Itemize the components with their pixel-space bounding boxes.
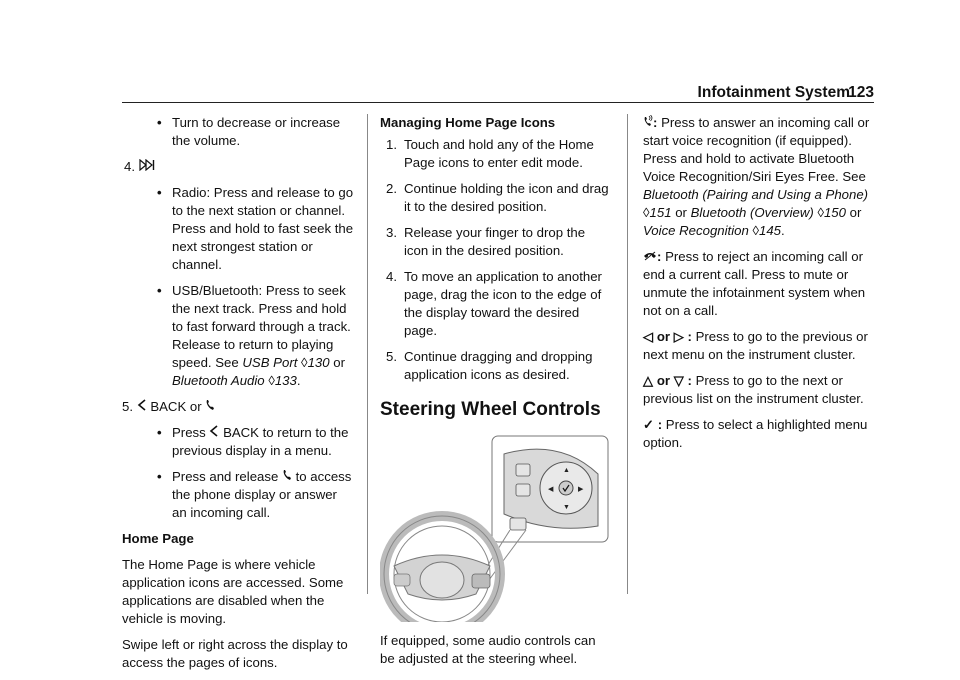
column-1: [122, 114, 354, 680]
left-right-text: Press to go to the previous or next menu on the instrument cluster.: [643, 329, 868, 362]
right-arrow-icon: ▷: [673, 329, 684, 344]
voice-phone-icon: [643, 114, 653, 132]
bullet: •: [157, 469, 162, 484]
list-item: [122, 468, 354, 522]
svg-text:◀: ◀: [548, 486, 554, 493]
page-ref: 133: [274, 373, 297, 388]
step-number: 1.: [386, 137, 397, 152]
page-ref: 150: [823, 205, 846, 220]
page-ref: 130: [307, 355, 330, 370]
or-text: or: [656, 329, 671, 344]
svg-text:▼: ▼: [563, 504, 570, 511]
or-text: or: [675, 205, 687, 220]
manage-icons-heading: Managing Home Page Icons: [380, 115, 556, 130]
next-track-icon: [139, 158, 155, 176]
up-down-text: Press to go to the next or previous list on the instrument cluster.: [643, 373, 864, 406]
radio-text: Radio: Press and release to go to the next station or channel. Press and hold to fast seek the next strongest station or channel.: [172, 185, 354, 272]
step-text: Continue holding the icon and drag it to the desired position.: [404, 181, 609, 214]
press-release-a: Press and release: [172, 469, 279, 484]
back-label: BACK or: [150, 399, 202, 414]
column-divider: [627, 114, 628, 594]
bullet: •: [157, 185, 162, 200]
checkmark-icon: ✓: [643, 417, 655, 432]
figure-caption: If equipped, some audio controls can be adjusted at the steering wheel.: [380, 633, 596, 666]
list-item: [380, 268, 612, 340]
press-back-a: Press: [172, 425, 206, 440]
or-text: or: [333, 355, 345, 370]
bluetooth-pairing-link[interactable]: Bluetooth (Pairing and Using a Phone): [643, 187, 869, 202]
press-release-b: to access the phone display or answer an incoming call.: [172, 469, 352, 520]
list-item: • USB/Bluetooth: Press to seek the next track. Press and hold to fast forward through a track. Release to return to playing speed. See USB Port ◊130 or Bluetooth Audio ◊133.: [157, 283, 351, 388]
arrow-icon: ◊: [817, 205, 824, 220]
bullet: •: [157, 425, 162, 440]
step-text: Continue dragging and dropping application icons as desired.: [404, 349, 593, 382]
select-text: Press to select a highlighted menu option.: [643, 417, 868, 450]
list-item: [380, 224, 612, 260]
home-paragraph-2: Swipe left or right across the display to access the pages of icons.: [122, 637, 348, 670]
back-chevron-icon: [209, 424, 219, 442]
step-number: 2.: [386, 181, 397, 196]
arrow-icon: ◊: [643, 205, 650, 220]
bullet: •: [157, 283, 162, 298]
up-arrow-icon: △: [643, 373, 654, 388]
colon: :: [657, 249, 662, 264]
list-item: [122, 424, 354, 460]
svg-text:▲: ▲: [563, 467, 570, 474]
section-title: Steering Wheel Controls: [380, 399, 601, 420]
phone-icon: [282, 468, 292, 486]
reject-text: Press to reject an incoming call or end a current call. Press to mute or unmute the infotainment system when not on a call.: [643, 249, 866, 318]
page-ref: 151: [649, 205, 672, 220]
item-4-number: 4.: [124, 159, 135, 174]
svg-text:▶: ▶: [578, 486, 584, 493]
end-call-icon: [643, 248, 657, 266]
arrow-icon: ◊: [752, 223, 760, 238]
arrow-icon: ◊: [301, 355, 308, 370]
column-divider: [367, 114, 368, 594]
down-arrow-icon: ▽: [673, 373, 684, 388]
reject-paragraph: [643, 248, 873, 320]
back-chevron-icon: [137, 398, 147, 416]
bluetooth-audio-link[interactable]: Bluetooth Audio: [172, 373, 265, 388]
up-down-paragraph: [643, 372, 873, 408]
select-paragraph: [643, 416, 873, 452]
header-rule: [122, 102, 874, 103]
steering-wheel-illustration: [380, 434, 612, 622]
left-right-paragraph: [643, 328, 873, 364]
press-back-b: BACK to return to the previous display in a menu.: [172, 425, 349, 458]
left-arrow-icon: ◁: [643, 329, 654, 344]
list-item: [380, 348, 612, 384]
phone-icon: [205, 398, 215, 416]
volume-text: Turn to decrease or increase the volume.: [172, 115, 341, 148]
voice-recognition-link[interactable]: Voice Recognition: [643, 223, 749, 238]
step-number: 4.: [386, 269, 397, 284]
item-4: [122, 158, 354, 176]
item-5-number: 5.: [122, 399, 133, 414]
step-text: To move an application to another page, drag the icon to the edge of the display toward the desired page.: [404, 269, 602, 338]
list-item: [380, 180, 612, 216]
colon: :: [654, 417, 663, 432]
header-title: Infotainment System: [697, 84, 850, 101]
or-text: or: [656, 373, 671, 388]
page-number: 123: [848, 84, 874, 101]
usb-port-link[interactable]: USB Port: [242, 355, 298, 370]
page-ref: 145: [759, 223, 782, 238]
usb-text: USB/Bluetooth: Press to seek the next track. Press and hold to fast forward through a track. Release to return to playing speed. See: [172, 283, 351, 370]
home-paragraph-1: The Home Page is where vehicle application icons are accessed. Some applications are disabled when the vehicle is moving.: [122, 557, 344, 626]
voice-text: Press to answer an incoming call or start voice recognition (if equipped). Press and hold to activate Bluetooth Voice Recognition/Siri Eyes Free. See: [643, 115, 870, 184]
list-item: [122, 114, 354, 150]
list-item: [380, 136, 612, 172]
step-text: Touch and hold any of the Home Page icons to enter edit mode.: [404, 137, 594, 170]
or-text: or: [849, 205, 862, 220]
arrow-icon: ◊: [268, 373, 275, 388]
bullet: •: [157, 115, 162, 130]
step-number: 3.: [386, 225, 397, 240]
step-number: 5.: [386, 349, 397, 364]
column-3: [643, 114, 873, 460]
list-item: [122, 184, 354, 274]
colon: :: [683, 329, 692, 344]
voice-paragraph: : Press to answer an incoming call or start voice recognition (if equipped). Press and hold to activate Bluetooth Voice Recognition/Siri Eyes Free. See Bluetooth (Pairing and Using a Phone) ◊151 or Bluetooth (Overview) ◊150 or Voice Recognition ◊145.: [643, 115, 870, 238]
item-5: [122, 398, 354, 416]
home-page-heading: Home Page: [122, 531, 194, 546]
colon: :: [653, 115, 658, 130]
colon: :: [683, 373, 692, 388]
step-text: Release your finger to drop the icon in the desired position.: [404, 225, 586, 258]
bluetooth-overview-link[interactable]: Bluetooth (Overview): [690, 205, 814, 220]
column-2: [380, 114, 612, 676]
